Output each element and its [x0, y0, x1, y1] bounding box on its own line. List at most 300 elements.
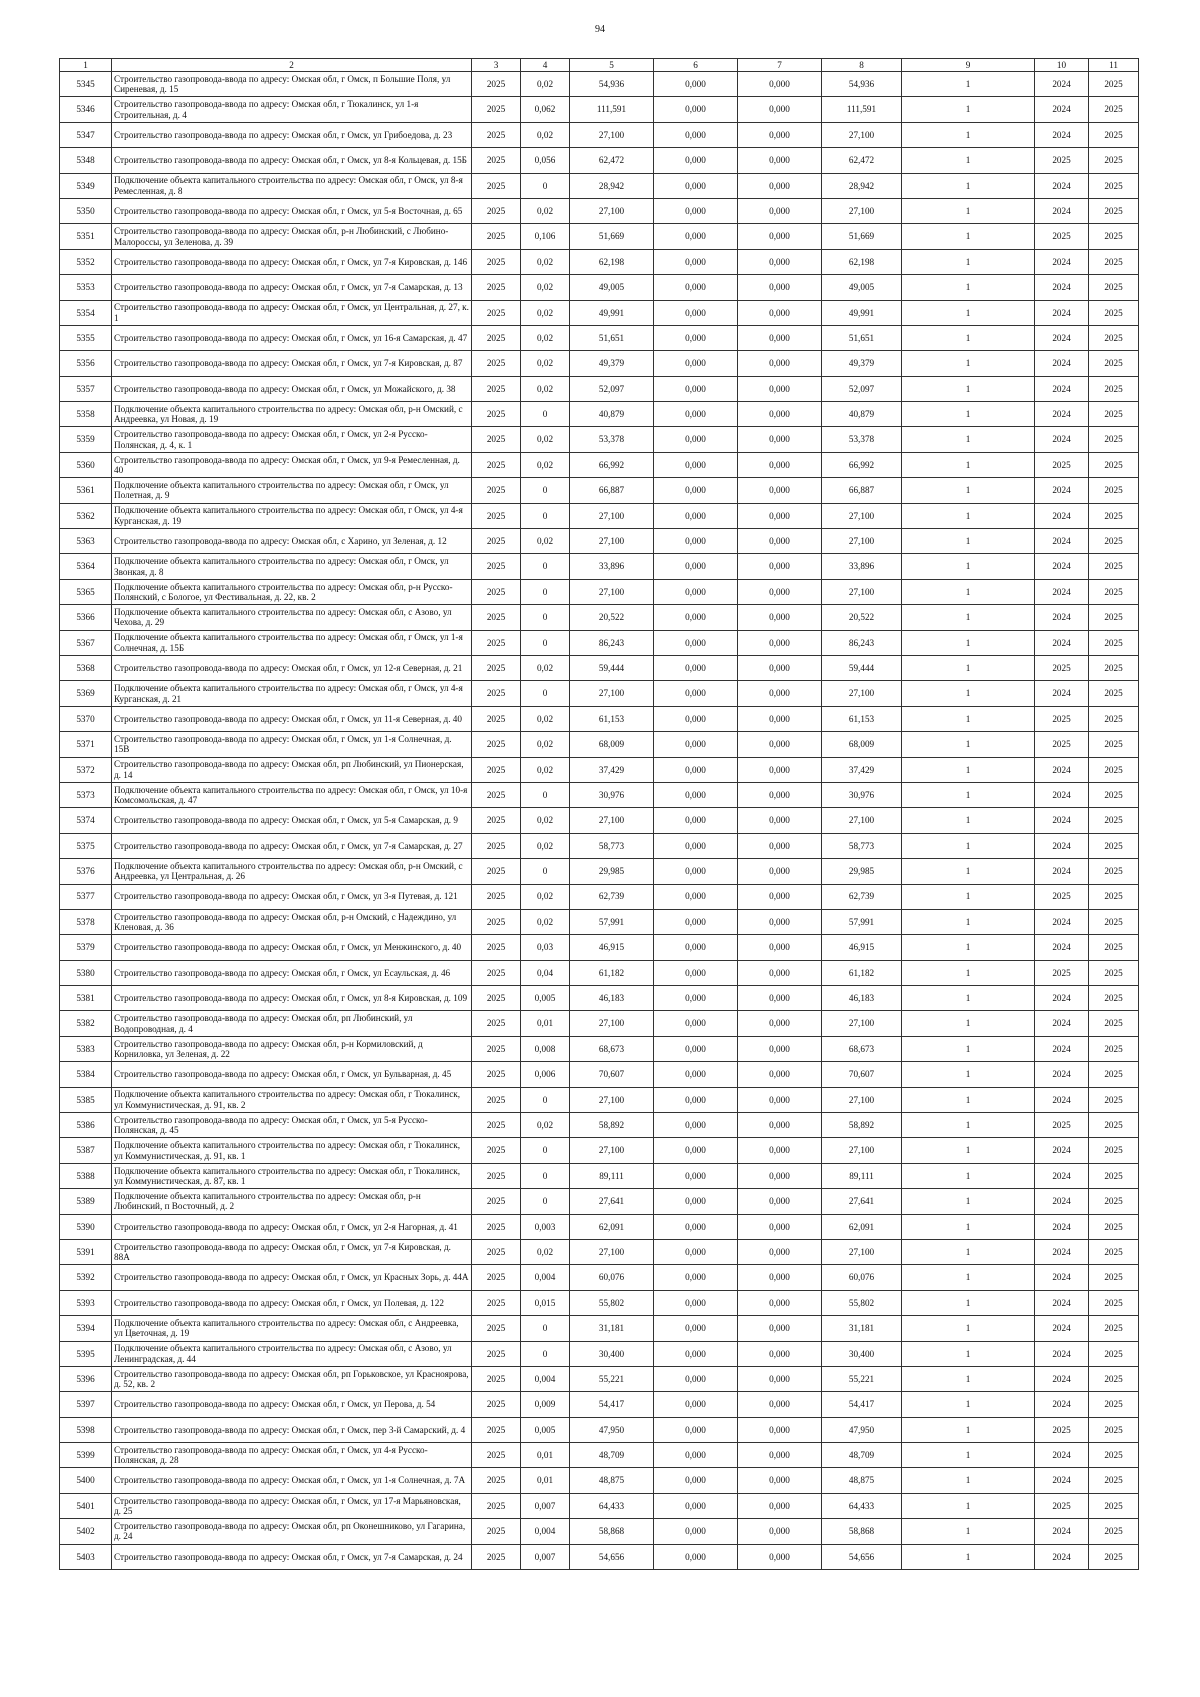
table-cell: 27,100: [570, 1138, 654, 1163]
table-cell: 46,915: [822, 935, 902, 960]
table-cell: 2025: [472, 1265, 521, 1290]
table-cell: 2025: [472, 1544, 521, 1569]
table-cell: 0,000: [654, 173, 738, 198]
table-cell: 0,004: [521, 1366, 570, 1391]
table-cell: 0,000: [738, 148, 822, 173]
table-cell: 1: [902, 72, 1035, 97]
row-description: Строительство газопровода-ввода по адресу: Омская обл, г Омск, ул Бульварная, д. 45: [112, 1062, 472, 1087]
table-cell: 0,000: [738, 1189, 822, 1214]
row-description: Строительство газопровода-ввода по адресу: Омская обл, г Омск, ул 8-я Кировская, д. 109: [112, 986, 472, 1011]
table-cell: 1: [902, 275, 1035, 300]
table-cell: 5363: [60, 529, 112, 554]
table-cell: 0,000: [738, 173, 822, 198]
table-row: [60, 249, 1139, 274]
table-cell: 2025: [472, 376, 521, 401]
row-description: Подключение объекта капитального строительства по адресу: Омская обл, с Азово, ул Ленинградская, д. 44: [112, 1341, 472, 1366]
row-description: Строительство газопровода-ввода по адресу: Омская обл, г Омск, ул Перова, д. 54: [112, 1392, 472, 1417]
row-description: Подключение объекта капитального строительства по адресу: Омская обл, с Андреевка, ул Цветочная, д. 19: [112, 1316, 472, 1341]
table-cell: 0,000: [654, 655, 738, 680]
table-cell: 1: [902, 605, 1035, 630]
table-cell: 2025: [1089, 1062, 1139, 1087]
table-cell: 2025: [1089, 1519, 1139, 1544]
table-cell: 27,100: [822, 681, 902, 706]
table-cell: 5383: [60, 1036, 112, 1061]
table-cell: 5385: [60, 1087, 112, 1112]
table-cell: 0,000: [738, 351, 822, 376]
table-cell: 1: [902, 1062, 1035, 1087]
table-cell: 1: [902, 478, 1035, 503]
table-cell: 0,02: [521, 376, 570, 401]
table-row: [60, 1265, 1139, 1290]
table-cell: 52,097: [570, 376, 654, 401]
table-cell: 27,100: [570, 122, 654, 147]
table-cell: 5368: [60, 655, 112, 680]
table-cell: 1: [902, 427, 1035, 452]
table-row: [60, 1366, 1139, 1391]
column-header: 3: [472, 59, 521, 72]
table-cell: 0,02: [521, 757, 570, 782]
table-cell: 0,000: [738, 605, 822, 630]
table-cell: 62,472: [822, 148, 902, 173]
table-cell: 2025: [472, 1392, 521, 1417]
table-row: [60, 97, 1139, 122]
table-cell: 2024: [1035, 554, 1089, 579]
table-cell: 0,01: [521, 1468, 570, 1493]
table-cell: 5392: [60, 1265, 112, 1290]
table-cell: 0,000: [738, 224, 822, 249]
table-cell: 2025: [1089, 427, 1139, 452]
table-cell: 2025: [1089, 1011, 1139, 1036]
table-cell: 54,656: [570, 1544, 654, 1569]
row-description: Строительство газопровода-ввода по адресу: Омская обл, г Тюкалинск, ул 1-я Строительная, д. 4: [112, 97, 472, 122]
table-cell: 2024: [1035, 757, 1089, 782]
table-cell: 0,02: [521, 529, 570, 554]
row-description: Строительство газопровода-ввода по адресу: Омская обл, г Омск, ул 5-я Самарская, д. 9: [112, 808, 472, 833]
table-cell: 2025: [472, 275, 521, 300]
table-cell: 27,100: [570, 503, 654, 528]
table-cell: 1: [902, 935, 1035, 960]
row-description: Подключение объекта капитального строительства по адресу: Омская обл, р-н Омский, с Андреевка, ул Новая, д. 19: [112, 402, 472, 427]
table-cell: 1: [902, 249, 1035, 274]
table-cell: 54,936: [570, 72, 654, 97]
row-description: Подключение объекта капитального строительства по адресу: Омская обл, г Омск, ул Звонкая, д. 8: [112, 554, 472, 579]
table-cell: 0,000: [738, 655, 822, 680]
table-cell: 54,417: [570, 1392, 654, 1417]
row-description: Строительство газопровода-ввода по адресу: Омская обл, г Омск, ул 16-я Самарская, д. 47: [112, 325, 472, 350]
table-cell: 0: [521, 478, 570, 503]
table-cell: 0,009: [521, 1392, 570, 1417]
table-cell: 0,000: [738, 452, 822, 477]
table-cell: 5400: [60, 1468, 112, 1493]
table-cell: 37,429: [822, 757, 902, 782]
row-description: Подключение объекта капитального строительства по адресу: Омская обл, г Омск, ул Полетная, д. 9: [112, 478, 472, 503]
table-cell: 1: [902, 655, 1035, 680]
table-cell: 5391: [60, 1239, 112, 1264]
row-description: Строительство газопровода-ввода по адресу: Омская обл, г Омск, ул Можайского, д. 38: [112, 376, 472, 401]
table-cell: 2024: [1035, 97, 1089, 122]
investment-table: [59, 58, 1139, 1570]
row-description: Подключение объекта капитального строительства по адресу: Омская обл, г Омск, ул 4-я Курганская, д. 21: [112, 681, 472, 706]
table-cell: 2025: [472, 655, 521, 680]
table-row: [60, 1113, 1139, 1138]
table-cell: 62,198: [822, 249, 902, 274]
table-cell: 2025: [1035, 655, 1089, 680]
table-cell: 0,000: [654, 97, 738, 122]
table-cell: 2025: [1035, 224, 1089, 249]
table-cell: 0,000: [738, 427, 822, 452]
table-cell: 5395: [60, 1341, 112, 1366]
table-cell: 0,000: [654, 122, 738, 147]
table-cell: 0,000: [738, 1011, 822, 1036]
table-cell: 1: [902, 376, 1035, 401]
row-description: Строительство газопровода-ввода по адресу: Омская обл, г Омск, ул 12-я Северная, д. 21: [112, 655, 472, 680]
table-cell: 60,076: [570, 1265, 654, 1290]
table-cell: 2025: [1089, 1036, 1139, 1061]
table-cell: 2025: [1089, 97, 1139, 122]
table-cell: 2025: [1035, 452, 1089, 477]
table-cell: 27,100: [822, 808, 902, 833]
table-cell: 70,607: [570, 1062, 654, 1087]
table-cell: 33,896: [570, 554, 654, 579]
table-cell: 2025: [472, 427, 521, 452]
row-description: Строительство газопровода-ввода по адресу: Омская обл, г Омск, ул Грибоедова, д. 23: [112, 122, 472, 147]
table-cell: 2024: [1035, 503, 1089, 528]
table-cell: 0,02: [521, 198, 570, 223]
table-cell: 37,429: [570, 757, 654, 782]
table-cell: 0,000: [654, 351, 738, 376]
table-cell: 2024: [1035, 402, 1089, 427]
table-cell: 2025: [472, 1468, 521, 1493]
table-cell: 62,091: [570, 1214, 654, 1239]
table-cell: 54,656: [822, 1544, 902, 1569]
table-cell: 2025: [1035, 1493, 1089, 1518]
table-row: [60, 224, 1139, 249]
table-cell: 0,000: [738, 1290, 822, 1315]
table-cell: 5393: [60, 1290, 112, 1315]
table-cell: 27,100: [822, 122, 902, 147]
table-cell: 0,000: [738, 72, 822, 97]
table-cell: 5353: [60, 275, 112, 300]
table-cell: 2025: [1089, 1341, 1139, 1366]
table-row: [60, 1341, 1139, 1366]
table-cell: 51,651: [570, 325, 654, 350]
table-cell: 53,378: [822, 427, 902, 452]
table-cell: 1: [902, 757, 1035, 782]
table-cell: 5347: [60, 122, 112, 147]
table-cell: 2025: [472, 960, 521, 985]
table-cell: 2025: [1035, 884, 1089, 909]
row-description: Строительство газопровода-ввода по адресу: Омская обл, г Омск, ул 7-я Кировская, д. 87: [112, 351, 472, 376]
table-cell: 0,000: [738, 732, 822, 757]
table-cell: 30,400: [570, 1341, 654, 1366]
table-cell: 2025: [1089, 1265, 1139, 1290]
table-row: [60, 529, 1139, 554]
table-cell: 2025: [1089, 173, 1139, 198]
table-cell: 2025: [1035, 1417, 1089, 1442]
table-cell: 0,056: [521, 148, 570, 173]
table-cell: 62,739: [570, 884, 654, 909]
table-cell: 2024: [1035, 1087, 1089, 1112]
table-cell: 0,02: [521, 1113, 570, 1138]
table-cell: 0,02: [521, 833, 570, 858]
table-cell: 5381: [60, 986, 112, 1011]
row-description: Строительство газопровода-ввода по адресу: Омская обл, г Омск, ул 7-я Самарская, д. 13: [112, 275, 472, 300]
table-cell: 1: [902, 1341, 1035, 1366]
table-cell: 0,000: [738, 300, 822, 325]
table-cell: 2025: [1089, 833, 1139, 858]
table-cell: 2024: [1035, 605, 1089, 630]
table-cell: 5351: [60, 224, 112, 249]
table-row: [60, 1468, 1139, 1493]
table-cell: 0,003: [521, 1214, 570, 1239]
row-description: Строительство газопровода-ввода по адресу: Омская обл, г Омск, ул 1-я Солнечная, д. 7А: [112, 1468, 472, 1493]
table-cell: 1: [902, 97, 1035, 122]
table-cell: 1: [902, 808, 1035, 833]
row-description: Строительство газопровода-ввода по адресу: Омская обл, г Омск, ул 5-я Восточная, д. 65: [112, 198, 472, 223]
table-row: [60, 1493, 1139, 1518]
column-header: 4: [521, 59, 570, 72]
table-cell: 5390: [60, 1214, 112, 1239]
table-cell: 2025: [1089, 275, 1139, 300]
table-cell: 51,669: [822, 224, 902, 249]
table-cell: 0,000: [738, 1468, 822, 1493]
table-cell: 5357: [60, 376, 112, 401]
table-cell: 2025: [472, 325, 521, 350]
table-cell: 1: [902, 1239, 1035, 1264]
table-cell: 49,005: [570, 275, 654, 300]
column-header: 7: [738, 59, 822, 72]
table-cell: 0,000: [654, 1493, 738, 1518]
row-description: Строительство газопровода-ввода по адресу: Омская обл, г Омск, ул 7-я Кировская, д. 88А: [112, 1239, 472, 1264]
table-cell: 0,000: [654, 1138, 738, 1163]
row-description: Строительство газопровода-ввода по адресу: Омская обл, г Омск, ул Полевая, д. 122: [112, 1290, 472, 1315]
table-cell: 0,000: [738, 1036, 822, 1061]
table-row: [60, 122, 1139, 147]
table-cell: 66,992: [570, 452, 654, 477]
table-cell: 2025: [472, 122, 521, 147]
table-row: [60, 148, 1139, 173]
table-cell: 2025: [1089, 249, 1139, 274]
table-cell: 0: [521, 402, 570, 427]
table-cell: 2025: [1089, 1113, 1139, 1138]
table-cell: 27,100: [570, 681, 654, 706]
table-cell: 0,000: [738, 478, 822, 503]
table-cell: 0,02: [521, 452, 570, 477]
table-cell: 0,000: [654, 1062, 738, 1087]
table-cell: 2024: [1035, 630, 1089, 655]
table-cell: 2025: [472, 833, 521, 858]
table-row: [60, 960, 1139, 985]
table-cell: 0: [521, 173, 570, 198]
table-row: [60, 402, 1139, 427]
table-cell: 0,000: [738, 986, 822, 1011]
table-cell: 5373: [60, 782, 112, 807]
table-cell: 1: [902, 1011, 1035, 1036]
table-cell: 0: [521, 859, 570, 884]
table-cell: 0,015: [521, 1290, 570, 1315]
table-cell: 2025: [472, 681, 521, 706]
table-cell: 68,673: [570, 1036, 654, 1061]
table-row: [60, 1214, 1139, 1239]
table-cell: 2025: [1089, 1493, 1139, 1518]
table-cell: 2025: [1089, 909, 1139, 934]
row-description: Подключение объекта капитального строительства по адресу: Омская обл, р-н Любинский, п Восточный, д. 2: [112, 1189, 472, 1214]
table-cell: 27,100: [570, 1011, 654, 1036]
table-cell: 27,100: [822, 579, 902, 604]
row-description: Строительство газопровода-ввода по адресу: Омская обл, рп Любинский, ул Водопроводная, д. 4: [112, 1011, 472, 1036]
table-cell: 2025: [1089, 72, 1139, 97]
table-cell: 2025: [1089, 402, 1139, 427]
table-cell: 0,000: [738, 630, 822, 655]
table-cell: 0,02: [521, 808, 570, 833]
table-cell: 2025: [1089, 503, 1139, 528]
table-cell: 30,976: [822, 782, 902, 807]
table-cell: 2025: [1089, 452, 1139, 477]
table-cell: 0,02: [521, 655, 570, 680]
table-cell: 2025: [472, 986, 521, 1011]
table-cell: 2024: [1035, 909, 1089, 934]
table-cell: 2025: [1089, 478, 1139, 503]
table-cell: 62,198: [570, 249, 654, 274]
table-cell: 27,641: [822, 1189, 902, 1214]
table-header: [60, 59, 1139, 72]
table-cell: 2025: [472, 782, 521, 807]
table-cell: 40,879: [570, 402, 654, 427]
table-cell: 1: [902, 1392, 1035, 1417]
table-cell: 0,000: [738, 1366, 822, 1391]
table-cell: 2025: [472, 757, 521, 782]
row-description: Строительство газопровода-ввода по адресу: Омская обл, г Омск, ул 2-я Русско-Полянская, д. 4, к. 1: [112, 427, 472, 452]
table-cell: 2025: [472, 1011, 521, 1036]
table-cell: 2025: [1089, 1087, 1139, 1112]
table-row: [60, 1189, 1139, 1214]
table-cell: 2025: [1089, 1290, 1139, 1315]
table-cell: 55,802: [822, 1290, 902, 1315]
table-cell: 2025: [472, 554, 521, 579]
table-cell: 0,02: [521, 325, 570, 350]
table-cell: 0: [521, 1163, 570, 1188]
table-row: [60, 478, 1139, 503]
row-description: Строительство газопровода-ввода по адресу: Омская обл, г Омск, ул 5-я Русско-Полянская, д. 45: [112, 1113, 472, 1138]
table-cell: 28,942: [570, 173, 654, 198]
row-description: Строительство газопровода-ввода по адресу: Омская обл, г Омск, ул 7-я Самарская, д. 27: [112, 833, 472, 858]
table-cell: 2025: [1089, 935, 1139, 960]
table-cell: 1: [902, 503, 1035, 528]
table-cell: 66,992: [822, 452, 902, 477]
table-cell: 2024: [1035, 579, 1089, 604]
table-cell: 2025: [472, 72, 521, 97]
table-cell: 0,000: [738, 1392, 822, 1417]
table-cell: 2024: [1035, 249, 1089, 274]
row-description: Строительство газопровода-ввода по адресу: Омская обл, рп Горьковское, ул Красноярова, д. 52, кв. 2: [112, 1366, 472, 1391]
table-cell: 0,000: [654, 402, 738, 427]
table-cell: 1: [902, 452, 1035, 477]
table-cell: 0,000: [738, 325, 822, 350]
table-cell: 1: [902, 782, 1035, 807]
table-cell: 0,000: [654, 452, 738, 477]
table-cell: 2024: [1035, 935, 1089, 960]
table-cell: 1: [902, 1544, 1035, 1569]
table-cell: 0: [521, 1087, 570, 1112]
table-cell: 0,000: [654, 249, 738, 274]
table-cell: 0,02: [521, 427, 570, 452]
table-cell: 0,000: [738, 935, 822, 960]
table-cell: 5346: [60, 97, 112, 122]
table-cell: 2025: [1089, 1316, 1139, 1341]
table-cell: 2025: [472, 452, 521, 477]
table-cell: 29,985: [822, 859, 902, 884]
table-cell: 68,009: [570, 732, 654, 757]
table-cell: 0,000: [654, 224, 738, 249]
table-cell: 61,182: [822, 960, 902, 985]
table-cell: 2024: [1035, 325, 1089, 350]
table-cell: 2025: [1089, 986, 1139, 1011]
table-cell: 0,000: [654, 1468, 738, 1493]
table-row: [60, 173, 1139, 198]
table-row: [60, 579, 1139, 604]
table-cell: 0,000: [654, 681, 738, 706]
table-cell: 2025: [1089, 1443, 1139, 1468]
table-cell: 5354: [60, 300, 112, 325]
table-cell: 2025: [1089, 325, 1139, 350]
table-cell: 2025: [1089, 1366, 1139, 1391]
table-cell: 89,111: [822, 1163, 902, 1188]
table-cell: 5388: [60, 1163, 112, 1188]
table-cell: 49,379: [570, 351, 654, 376]
table-cell: 0,000: [654, 554, 738, 579]
table-cell: 0,000: [654, 605, 738, 630]
table-cell: 2025: [472, 1290, 521, 1315]
column-header: 8: [822, 59, 902, 72]
table-cell: 2025: [1089, 605, 1139, 630]
table-row: [60, 1087, 1139, 1112]
table-cell: 0,000: [654, 300, 738, 325]
table-cell: 5350: [60, 198, 112, 223]
table-row: [60, 325, 1139, 350]
table-cell: 0: [521, 579, 570, 604]
table-cell: 33,896: [822, 554, 902, 579]
table-cell: 1: [902, 148, 1035, 173]
table-cell: 55,802: [570, 1290, 654, 1315]
table-cell: 2025: [1089, 198, 1139, 223]
table-cell: 2025: [472, 1062, 521, 1087]
table-cell: 2024: [1035, 1519, 1089, 1544]
column-header: 5: [570, 59, 654, 72]
table-cell: 5365: [60, 579, 112, 604]
table-cell: 0,007: [521, 1544, 570, 1569]
table-cell: 2024: [1035, 1341, 1089, 1366]
table-cell: 48,709: [822, 1443, 902, 1468]
table-cell: 2025: [472, 1519, 521, 1544]
table-cell: 27,100: [822, 1138, 902, 1163]
table-cell: 2025: [1089, 1239, 1139, 1264]
table-cell: 0,000: [654, 72, 738, 97]
table-cell: 1: [902, 1189, 1035, 1214]
table-cell: 46,183: [822, 986, 902, 1011]
table-cell: 0,005: [521, 1417, 570, 1442]
table-cell: 0,000: [654, 706, 738, 731]
table-cell: 62,091: [822, 1214, 902, 1239]
row-description: Строительство газопровода-ввода по адресу: Омская обл, г Омск, п Большие Поля, ул Сиреневая, д. 15: [112, 72, 472, 97]
table-cell: 0,000: [654, 833, 738, 858]
table-cell: 2025: [472, 1087, 521, 1112]
table-cell: 2024: [1035, 1265, 1089, 1290]
table-cell: 2025: [1089, 1214, 1139, 1239]
table-cell: 5362: [60, 503, 112, 528]
table-cell: 1: [902, 1366, 1035, 1391]
table-cell: 1: [902, 909, 1035, 934]
table-cell: 0,000: [738, 376, 822, 401]
